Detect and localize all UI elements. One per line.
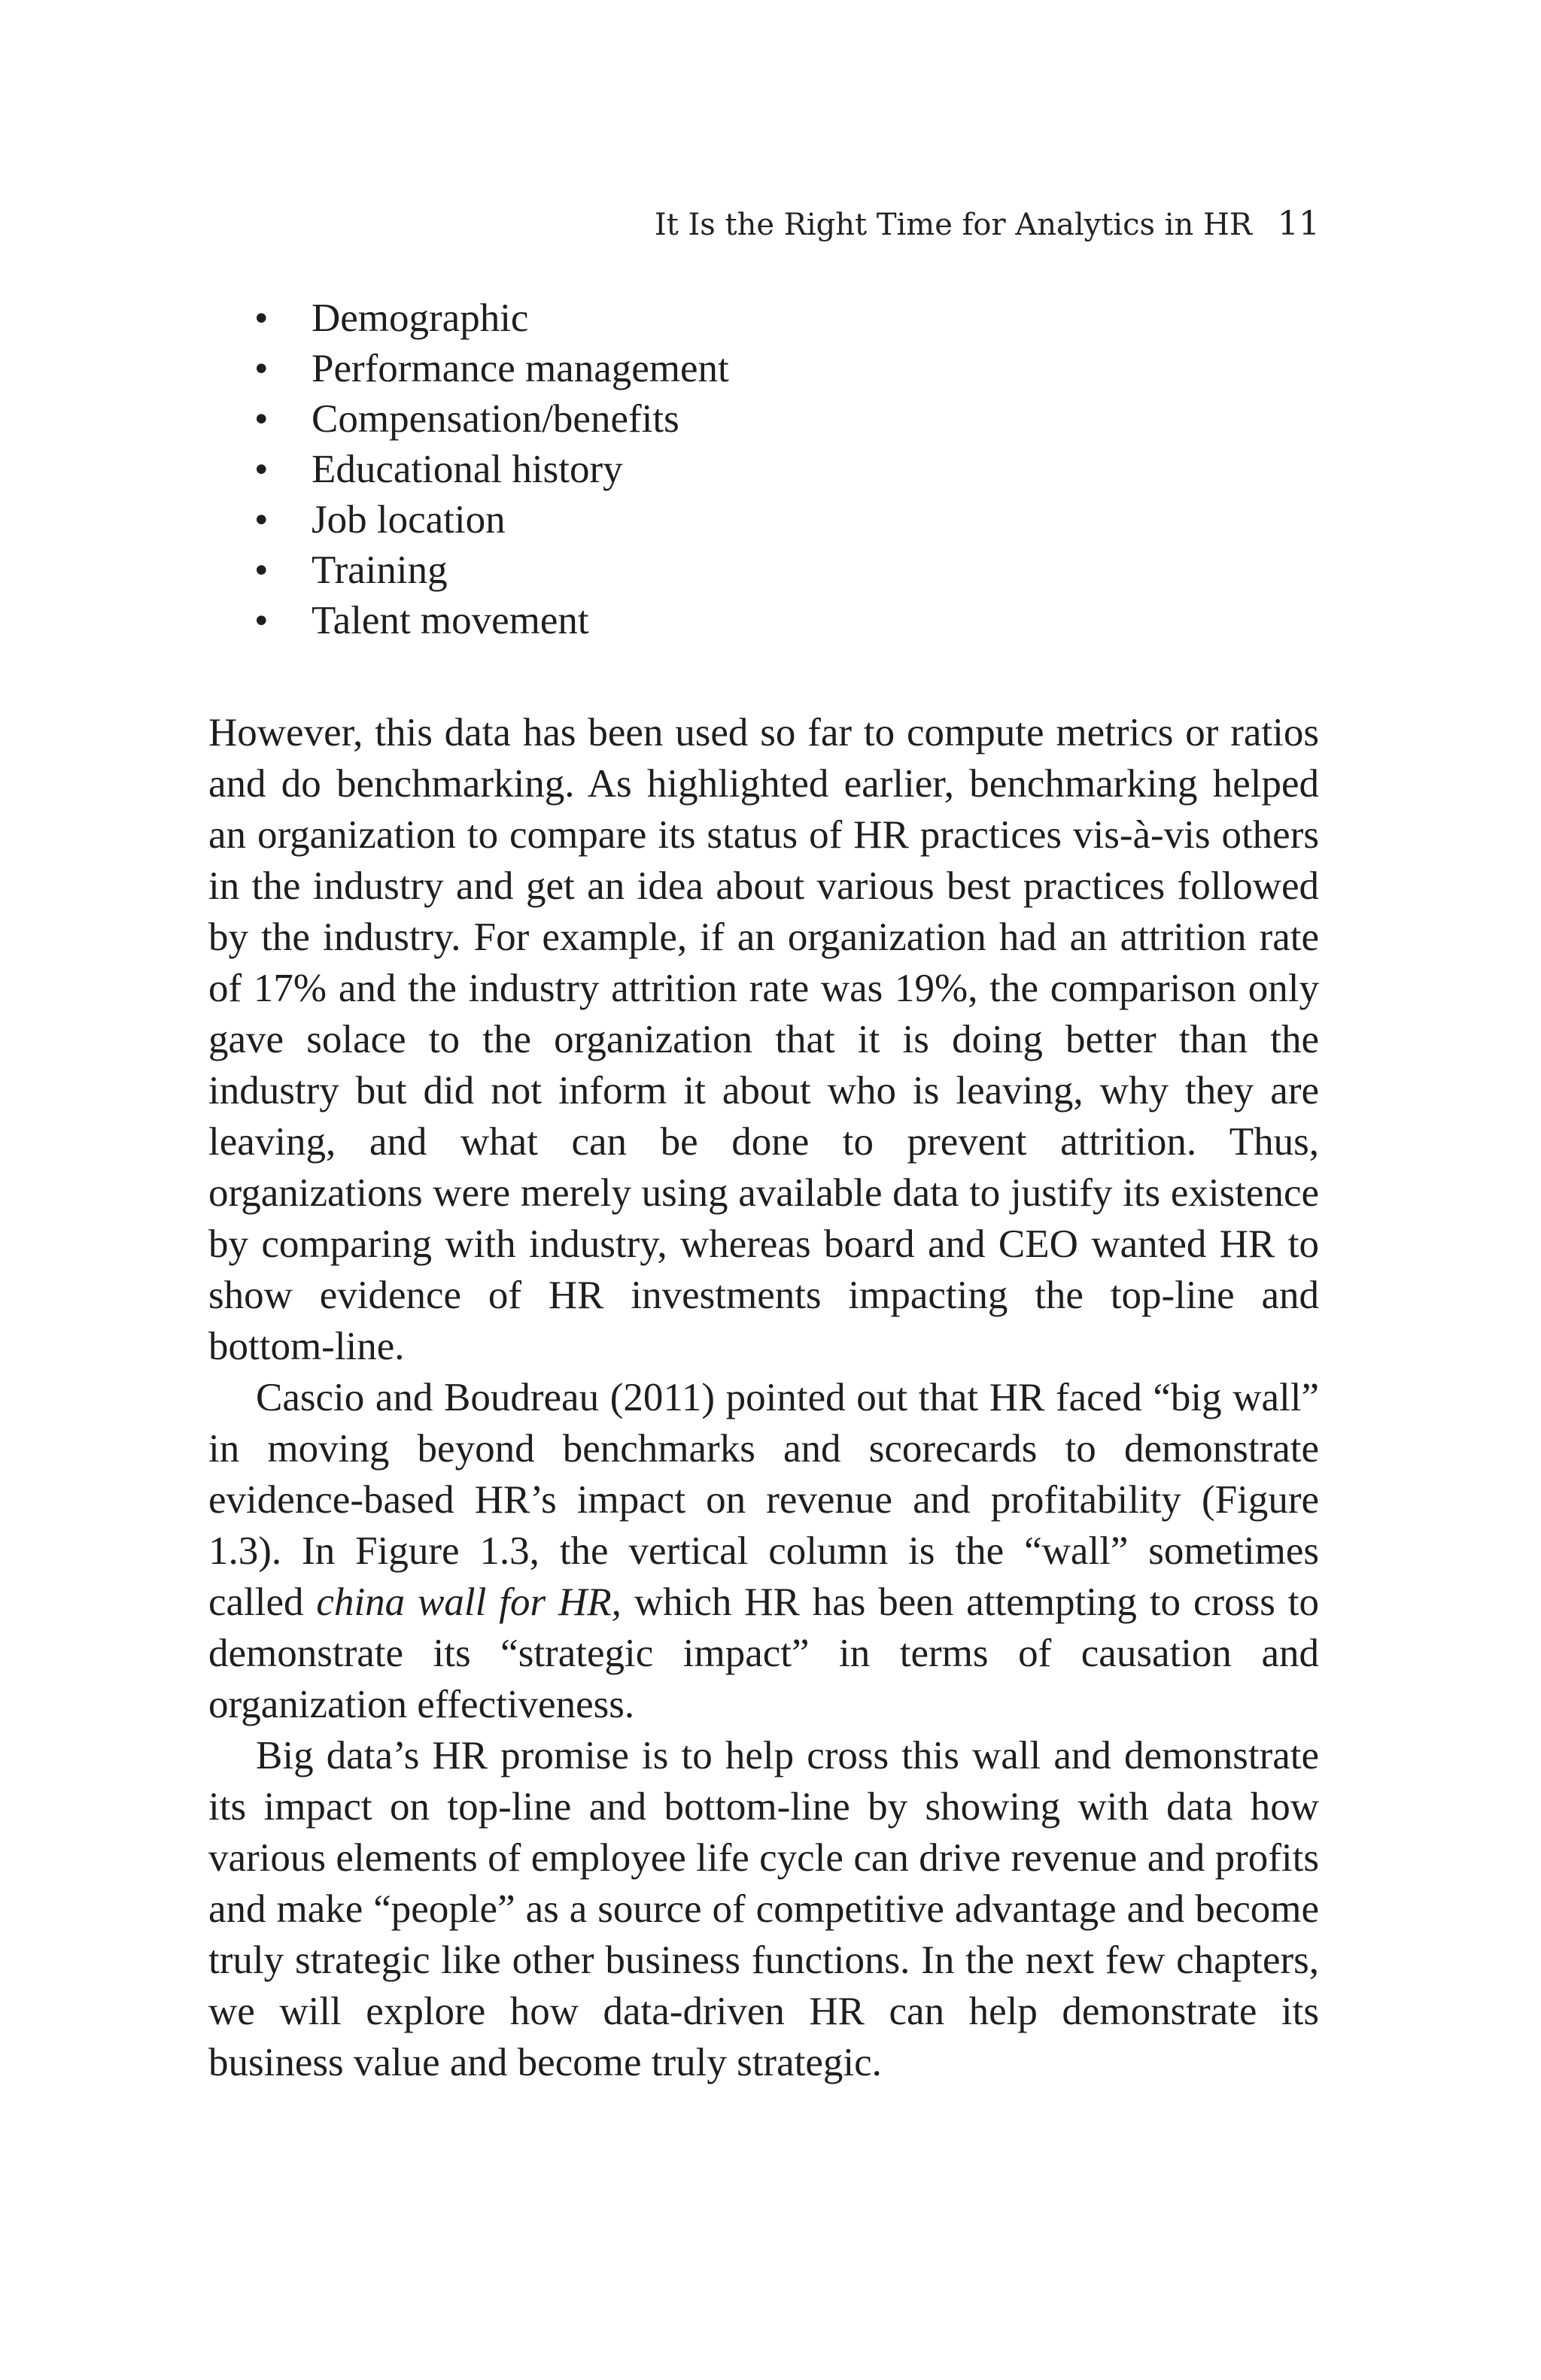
body-text (208, 707, 1319, 2088)
list-item-text: Talent movement (312, 599, 589, 642)
list-item (248, 293, 729, 344)
page-number: 11 (1278, 205, 1320, 243)
running-head-title: It Is the Right Time for Analytics in HR (654, 208, 1252, 242)
list-item (248, 445, 729, 495)
italic-phrase: china wall for HR, (316, 1580, 622, 1624)
bullet-marker: • (254, 347, 269, 390)
list-item-text: Training (312, 548, 448, 592)
bullet-marker: • (254, 296, 269, 340)
paragraph-big-data-promise: Big data’s HR promise is to help cross this wall and demonstrate its impact on top-line and bottom-line by showing with data how various elements of employee life cycle can drive revenue and profits and make “people” as a source of competitive advantage and become truly strategic like other business functions. In the next few chapters, we will explore how data-driven HR can help demonstrate its business value and become truly strategic. (208, 1734, 1319, 2084)
list-item (248, 545, 729, 596)
list-item (248, 495, 729, 545)
paragraph-big-wall (208, 1372, 1319, 1730)
list-item (248, 596, 729, 646)
list-item-text: Educational history (312, 448, 623, 491)
running-head (655, 202, 1320, 247)
list-item (248, 394, 729, 445)
data-types-bullet-list (248, 293, 729, 646)
paragraph-big-wall-start: Cascio and Boudreau (2011) pointed out that HR faced “big wall” in moving beyond benchmarks and scorecards to demonstrate evidence-based HR’s impact on revenue and profitability (Figure 1.3). In Figure 1.3, the vertical column is the “wall” sometimes called (208, 1376, 1319, 1624)
bullet-marker: • (254, 448, 269, 491)
list-item (248, 344, 729, 394)
paragraph-big-wall-end: which HR has been attempting to cross to demonstrate its “strategic impact” in terms of causation and organization effectiveness. (208, 1580, 1319, 1726)
paragraph-benchmarking: However, this data has been used so far to compute metrics or ratios and do benchmarking. As highlighted earlier, benchmarking helped an organization to compare its status of HR practices vis-à-vis others in the industry and get an idea about various best practices followed by the industry. For example, if an organization had an attrition rate of 17% and the industry attrition rate was 19%, the comparison only gave solace to the organization that it is doing better than the industry but did not inform it about who is leaving, why they are leaving, and what can be done to prevent attrition. Thus, organizations were merely using available data to justify its existence by comparing with industry, whereas board and CEO wanted HR to show evidence of HR investments impacting the top-line and bottom-line. (208, 711, 1319, 1368)
list-item-text: Job location (312, 498, 506, 542)
bullet-marker: • (254, 548, 269, 592)
list-item-text: Demographic (312, 296, 529, 340)
bullet-marker: • (254, 599, 269, 642)
bullet-marker: • (254, 397, 269, 441)
bullet-marker: • (254, 498, 269, 542)
list-item-text: Compensation/benefits (312, 397, 679, 441)
list-item-text: Performance management (312, 347, 729, 390)
